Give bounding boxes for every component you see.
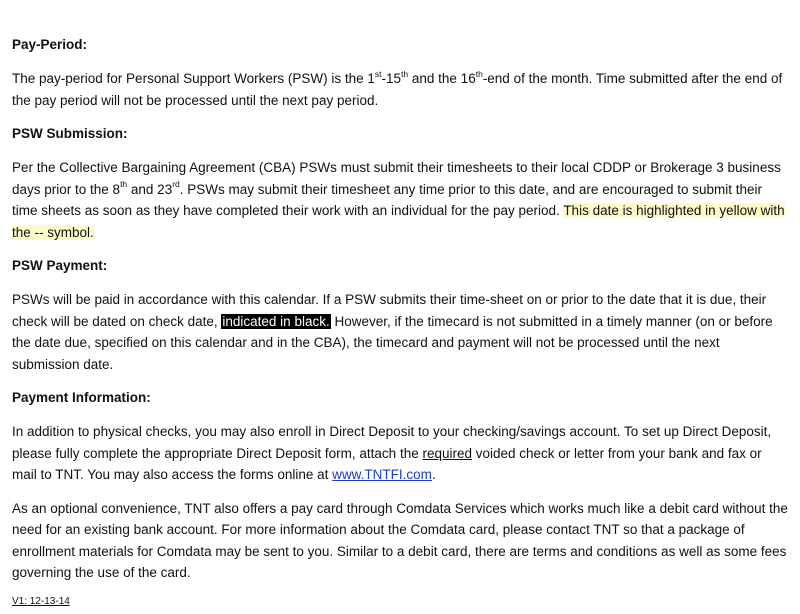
text-run: and 23 [127,181,173,197]
text-run: -end of the month. Time submitted after the end of the pay period will not be processed until the next pay period. [12,71,783,108]
psw-submission-heading: PSW Submission: [12,126,128,141]
psw-submission-paragraph [12,157,788,243]
text-run: . PSWs may submit their timesheet any time prior to this date, and are encouraged to submit their time sheets as soon as they have completed their work with an individual for the pay period. [12,181,763,218]
superscript: th [401,68,409,79]
superscript: th [120,179,128,189]
version-label: V1: 12-13-14 [12,596,70,607]
tntfi-link[interactable]: www.TNTFI.com [332,467,432,482]
payment-information-heading: Payment Information: [12,390,151,405]
text-run: PSWs will be paid in accordance with this calendar. If a PSW submits their time-sheet on or prior to the date that it is due, their check will be dated on check date, [12,292,767,329]
comdata-paragraph: As an optional convenience, TNT also offers a pay card through Comdata Services which works much like a debit card without the need for an existing bank account. For more information about the Comdata card, please contact TNT so that a package of enrollment materials for Comdata may be sent to you. Similar to a debit card, there are terms and conditions as well as some fees governing the use of the card. [12,500,788,580]
text-run: voided check or letter from your bank and fax or mail to TNT. You may also access the forms online at [12,445,762,482]
psw-payment-paragraph [12,289,788,375]
superscript: rd [172,179,180,189]
underlined-text: required [422,445,472,461]
text-run: In addition to physical checks, you may also enroll in Direct Deposit to your checking/savings account. To set up Direct Deposit, please fully complete the appropriate Direct Deposit form, attach the [12,424,772,461]
text-run: Per the Collective Bargaining Agreement (CBA) PSWs must submit their timesheets to their local CDDP or Brokerage 3 business days prior to the 8 [12,160,781,197]
superscript: th [475,68,483,79]
yellow-highlight: This date is highlighted in yellow with the -- symbol. [12,203,785,240]
text-run: The pay-period for Personal Support Workers (PSW) is the 1 [12,71,375,86]
direct-deposit-paragraph [12,421,788,486]
pay-period-paragraph [12,68,788,111]
black-highlight: indicated in black. [222,313,330,329]
text-run: . [431,467,436,482]
superscript: st [374,68,382,79]
text-run: and the 16 [408,71,476,86]
document-body [12,34,788,596]
pay-period-heading: Pay-Period: [12,37,88,52]
psw-payment-heading: PSW Payment: [12,258,108,273]
text-run: However, if the timecard is not submitted in a timely manner (on or before the date due, specified on this calendar and in the CBA), the timecard and payment will not be processed until the next submission date. [12,313,773,372]
text-run: -15 [381,71,402,86]
